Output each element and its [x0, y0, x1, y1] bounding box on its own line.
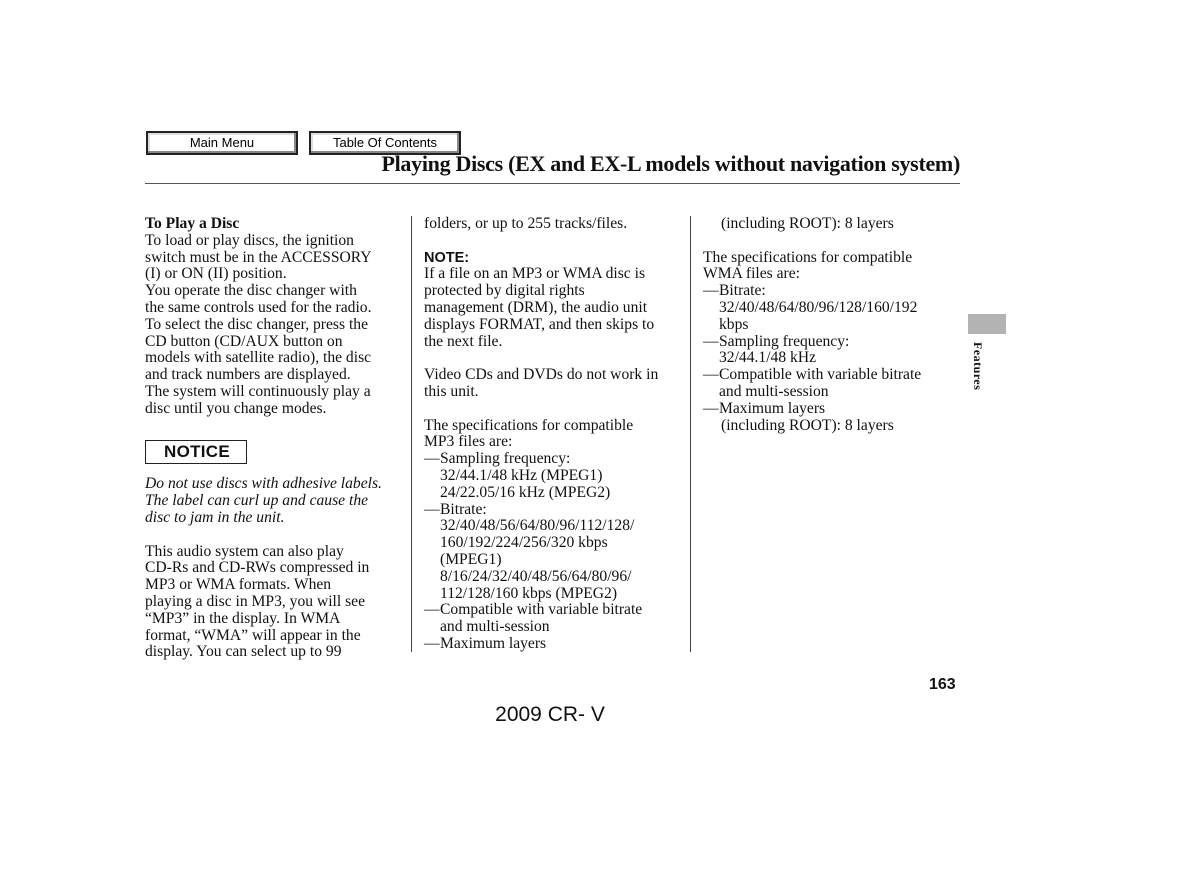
list-item: —Bitrate:	[703, 282, 766, 300]
text-line: 24/22.05/16 kHz (MPEG2)	[440, 483, 611, 501]
text-line: and multi-session	[440, 618, 550, 636]
text-line: To select the disc changer, press the	[145, 315, 369, 333]
column-divider	[690, 216, 691, 652]
text-line: The system will continuously play a	[145, 382, 371, 400]
text-line: “MP3” in the display. In WMA	[145, 609, 341, 627]
text-line: disc until you change modes.	[145, 399, 327, 417]
wma-spec-intro	[703, 250, 963, 284]
format-paragraph	[145, 544, 405, 662]
main-menu-button[interactable]: Main Menu	[146, 131, 298, 155]
list-item: —Compatible with variable bitrate	[703, 366, 922, 384]
text-line: format, “WMA” will appear in the	[145, 626, 361, 644]
note-label: NOTE:	[424, 249, 470, 266]
text-line: The label can curl up and cause the	[145, 492, 369, 510]
section-tab-marker	[968, 314, 1006, 334]
section-tab-label: Features	[971, 342, 985, 391]
text-line: You operate the disc changer with	[145, 282, 357, 300]
text-line: models with satellite radio), the disc	[145, 349, 372, 367]
text-line: 8/16/24/32/40/48/56/64/80/96/	[440, 567, 632, 585]
notice-text	[145, 476, 405, 526]
table-of-contents-button[interactable]: Table Of Contents	[309, 131, 461, 155]
text-line: Video CDs and DVDs do not work in	[424, 366, 659, 384]
section-heading: To Play a Disc	[145, 215, 240, 232]
text-line: 160/192/224/256/320 kbps	[440, 534, 608, 552]
text-line: To load or play discs, the ignition	[145, 231, 354, 249]
text-line: 32/44.1/48 kHz (MPEG1)	[440, 466, 603, 484]
list-item: —Sampling frequency:	[703, 332, 850, 350]
video-paragraph	[424, 367, 686, 401]
text-line: 112/128/160 kbps (MPEG2)	[440, 584, 618, 602]
list-item: —Sampling frequency:	[424, 450, 571, 468]
text-line: The specifications for compatible	[424, 416, 634, 434]
text-line: management (DRM), the audio unit	[424, 298, 648, 316]
text-line: this unit.	[424, 382, 479, 400]
text-line: CD-Rs and CD-RWs compressed in	[145, 559, 370, 577]
column-divider	[411, 216, 412, 652]
column-3	[703, 216, 963, 434]
page-number: 163	[929, 676, 956, 693]
text-line: the same controls used for the radio.	[145, 298, 372, 316]
text-line: protected by digital rights	[424, 282, 585, 300]
text-line: MP3 or WMA formats. When	[145, 576, 332, 594]
wma-spec-list	[703, 283, 963, 434]
text-line: disc to jam in the unit.	[145, 508, 285, 526]
text-line: Do not use discs with adhesive labels.	[145, 475, 382, 493]
footer-model-name: 2009 CR- V	[495, 703, 605, 726]
intro-paragraph	[145, 233, 405, 418]
text-line: switch must be in the ACCESSORY	[145, 248, 372, 266]
text-line: If a file on an MP3 or WMA disc is	[424, 265, 646, 283]
list-item: —Compatible with variable bitrate	[424, 601, 643, 619]
text-line: CD button (CD/AUX button on	[145, 332, 343, 350]
text-line: 32/40/48/64/80/96/128/160/192	[719, 298, 918, 316]
mp3-spec-intro	[424, 418, 686, 452]
text-line: playing a disc in MP3, you will see	[145, 592, 366, 610]
text-line: and multi-session	[719, 382, 829, 400]
note-text	[424, 266, 686, 350]
text-line: This audio system can also play	[145, 542, 344, 560]
text-line: (I) or ON (II) position.	[145, 265, 287, 283]
text-line: WMA files are:	[703, 265, 800, 283]
list-item: —Bitrate:	[424, 500, 487, 518]
text-line: (MPEG1)	[440, 550, 502, 568]
mp3-spec-list	[424, 451, 686, 653]
text-line: the next file.	[424, 332, 503, 350]
list-item: —Maximum layers	[703, 399, 826, 417]
page-title: Playing Discs (EX and EX-L models without navigation system)	[381, 151, 960, 176]
text-line: (including ROOT): 8 layers	[721, 416, 894, 434]
text-line: and track numbers are displayed.	[145, 366, 351, 384]
text-line: The specifications for compatible	[703, 248, 913, 266]
title-divider	[145, 183, 960, 184]
notice-badge: NOTICE	[145, 440, 247, 464]
column-1	[145, 216, 405, 661]
text-line: display. You can select up to 99	[145, 643, 342, 661]
text-line: 32/44.1/48 kHz	[719, 349, 817, 367]
text-line: MP3 files are:	[424, 433, 513, 451]
text-line: 32/40/48/56/64/80/96/112/128/	[440, 517, 635, 535]
text-line: (including ROOT): 8 layers	[721, 215, 894, 232]
list-item: —Maximum layers	[424, 634, 547, 652]
column-2	[424, 216, 686, 653]
text-line: folders, or up to 255 tracks/files.	[424, 215, 628, 232]
text-line: kbps	[719, 315, 749, 333]
text-line: displays FORMAT, and then skips to	[424, 315, 655, 333]
